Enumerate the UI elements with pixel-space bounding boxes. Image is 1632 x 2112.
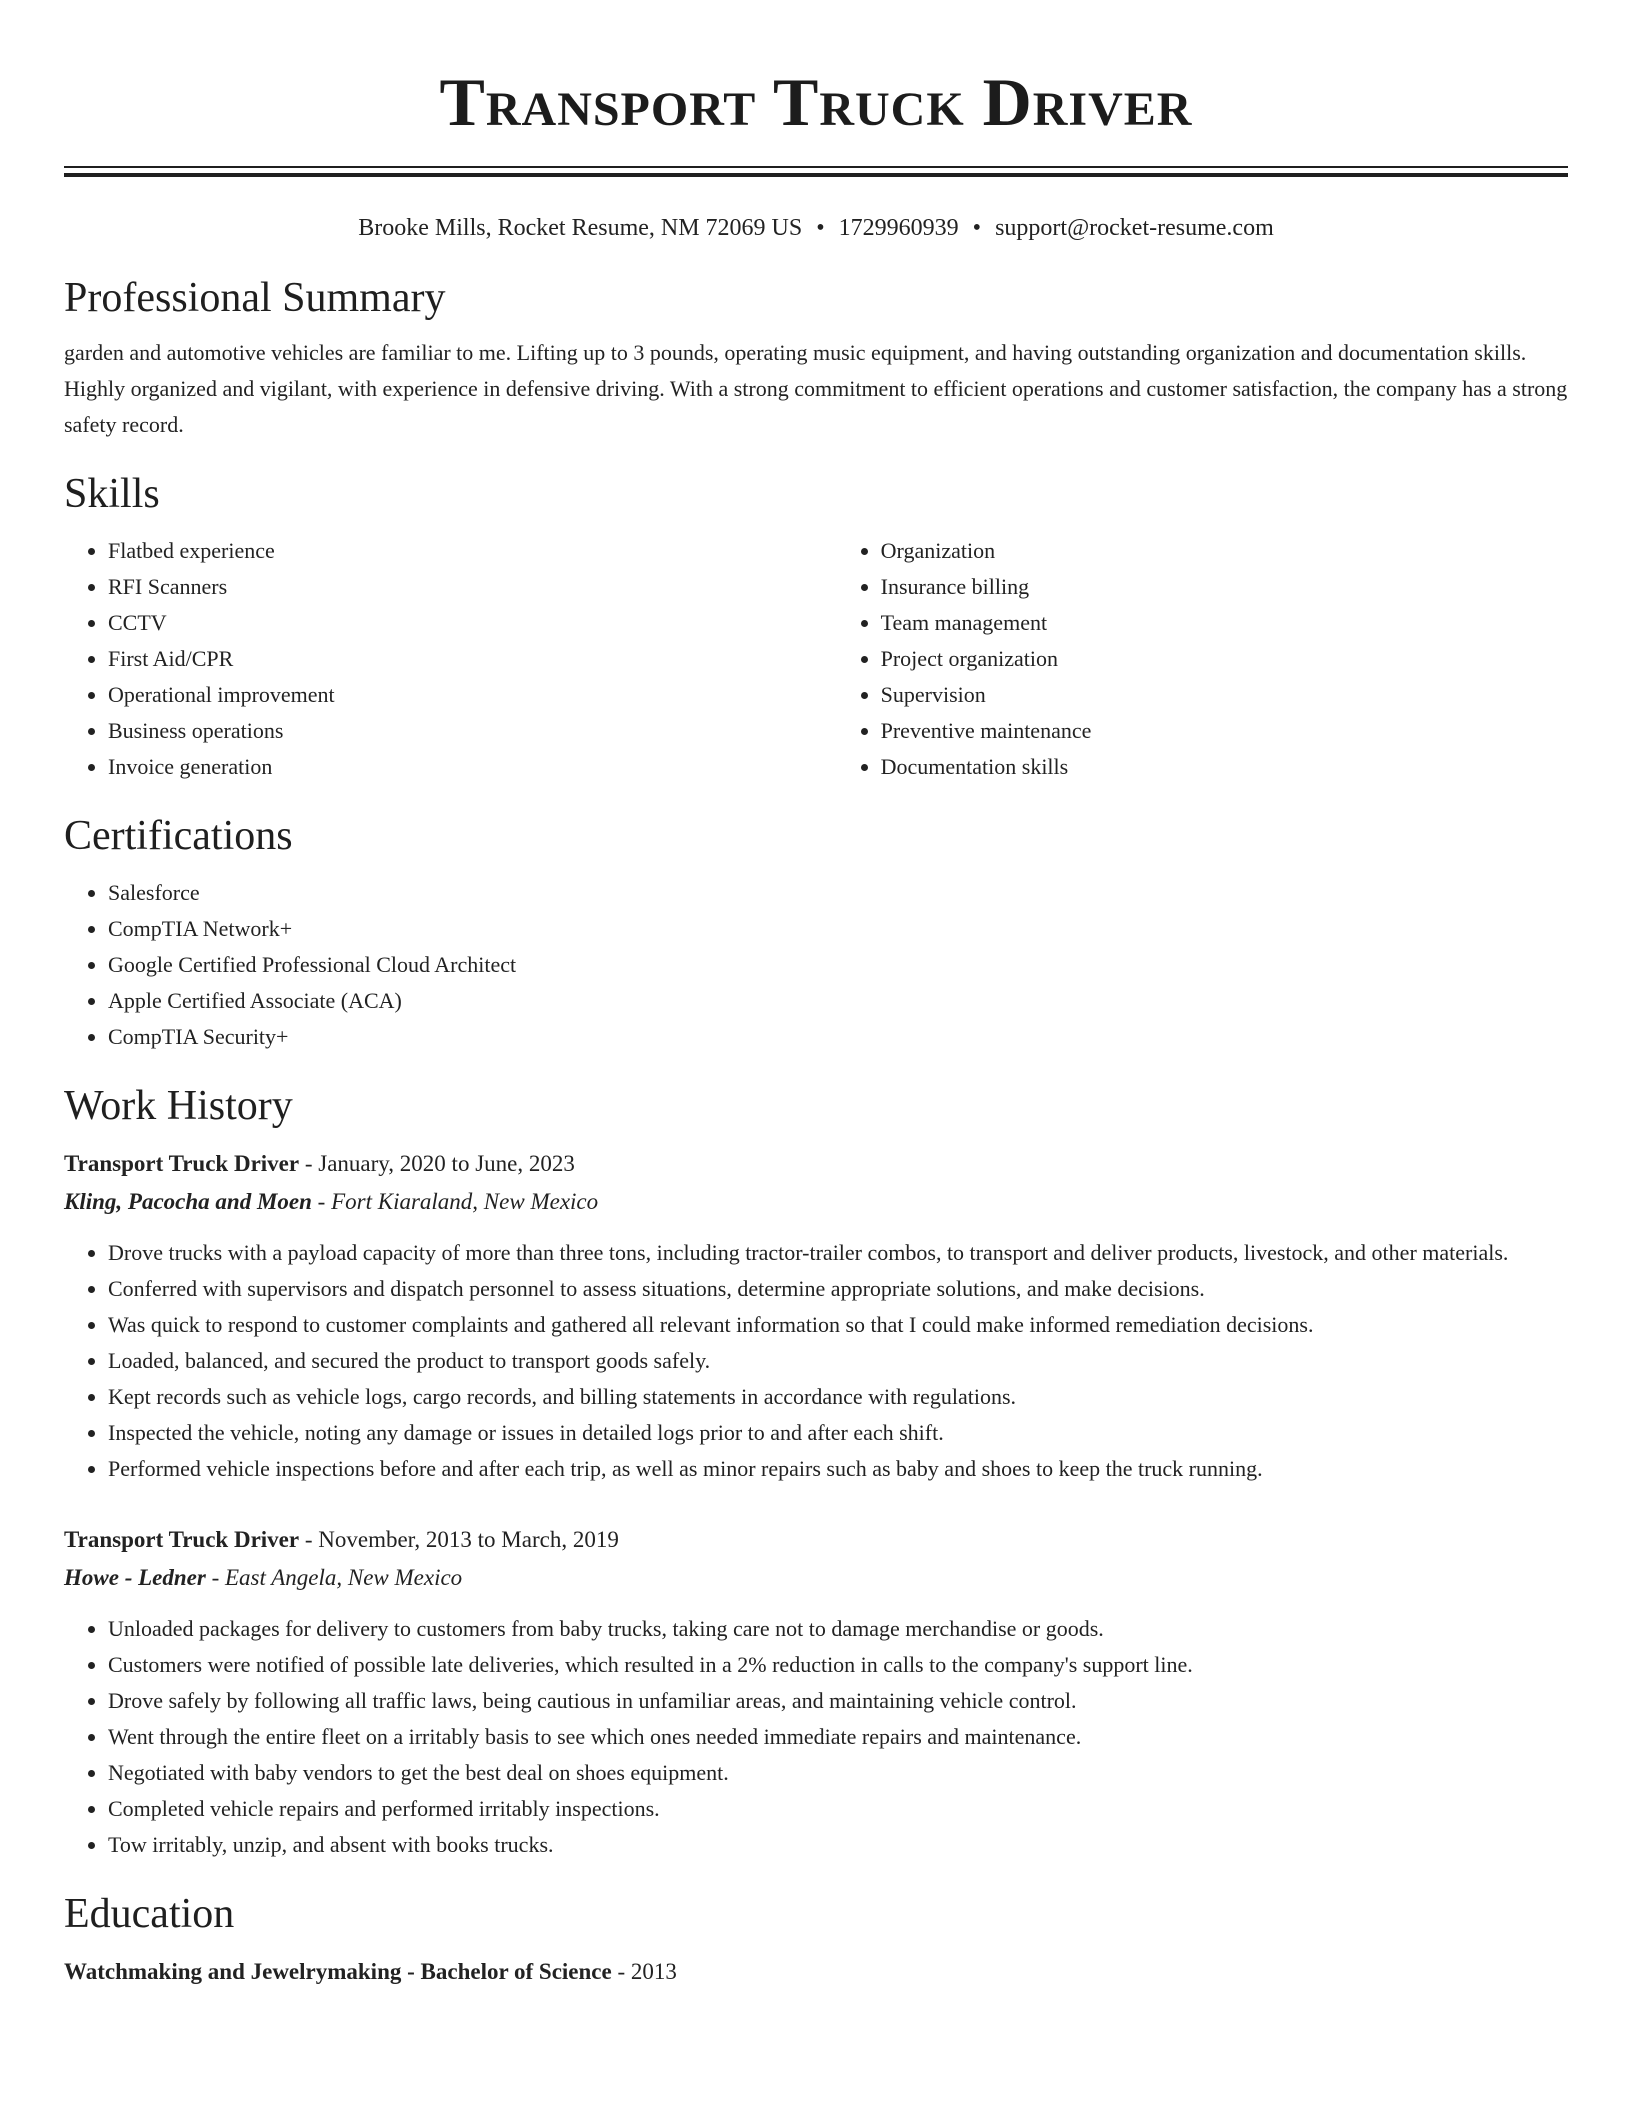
certifications-heading: Certifications: [64, 813, 293, 859]
job-title-line: Transport Truck Driver - November, 2013 to March, 2019: [64, 1527, 619, 1552]
job-duties-list: [64, 1611, 1568, 1863]
education-heading: Education: [64, 1891, 235, 1937]
job-title: Transport Truck Driver: [64, 1527, 300, 1552]
job-duty: • Was quick to respond to customer complaints and gathered all relevant information so that I could make informed remediation decisions.: [108, 1307, 1568, 1343]
skill-item: • Operational improvement: [108, 677, 837, 713]
certification-item: • CompTIA Network+: [108, 911, 1568, 947]
skill-item: • Team management: [881, 605, 1568, 641]
job-dates: January, 2020 to June, 2023: [318, 1151, 575, 1176]
employer-location: East Angela, New Mexico: [224, 1565, 463, 1590]
certification-item: • Salesforce: [108, 875, 1568, 911]
employer-name: Kling, Pacocha and Moen: [64, 1189, 312, 1214]
certification-item: • Google Certified Professional Cloud Architect: [108, 947, 1568, 983]
contact-email: support@rocket-resume.com: [995, 215, 1274, 241]
skill-item: • First Aid/CPR: [108, 641, 837, 677]
education-entry: Watchmaking and Jewelrymaking - Bachelor of Science - 2013: [64, 1959, 677, 1984]
title-double-rule: [64, 166, 1568, 177]
certification-item: • Apple Certified Associate (ACA): [108, 983, 1568, 1019]
skills-column-left: [64, 533, 837, 785]
job-title-line: Transport Truck Driver - January, 2020 to June, 2023: [64, 1151, 575, 1176]
resume-page: [64, 0, 1568, 1991]
skill-item: • Supervision: [881, 677, 1568, 713]
job-duty: • Loaded, balanced, and secured the product to transport goods safely.: [108, 1343, 1568, 1379]
job-dates: November, 2013 to March, 2019: [318, 1527, 619, 1552]
summary-text: garden and automotive vehicles are familiar to me. Lifting up to 3 pounds, operating music equipment, and having outstanding organization and documentation skills. Highly organized and vigilant, with experience in defensive driving. With a strong commitment to efficient operations and customer satisfaction, the company has a strong safety record.: [64, 340, 1568, 437]
summary-heading: Professional Summary: [64, 275, 446, 321]
job-duties-list: [64, 1235, 1568, 1487]
skill-item: • CCTV: [108, 605, 837, 641]
job-title: Transport Truck Driver: [64, 1151, 300, 1176]
employer-location: Fort Kiaraland, New Mexico: [331, 1189, 599, 1214]
skill-item: • Project organization: [881, 641, 1568, 677]
education-degree: Watchmaking and Jewelrymaking - Bachelor of Science: [64, 1959, 612, 1984]
skill-item: • Organization: [881, 533, 1568, 569]
skills-heading: Skills: [64, 471, 160, 517]
job-duty: • Kept records such as vehicle logs, cargo records, and billing statements in accordance with regulations.: [108, 1379, 1568, 1415]
certifications-list: [64, 875, 1568, 1055]
skill-item: • Documentation skills: [881, 749, 1568, 785]
skill-item: • Business operations: [108, 713, 837, 749]
job-duty: • Drove safely by following all traffic laws, being cautious in unfamiliar areas, and maintaining vehicle control.: [108, 1683, 1568, 1719]
skill-item: • Insurance billing: [881, 569, 1568, 605]
job-duty: • Inspected the vehicle, noting any damage or issues in detailed logs prior to and after each shift.: [108, 1415, 1568, 1451]
contact-separator: •: [972, 215, 982, 241]
contact-phone: 1729960939: [838, 215, 959, 241]
job-duty: • Tow irritably, unzip, and absent with books trucks.: [108, 1827, 1568, 1863]
skill-item: • Preventive maintenance: [881, 713, 1568, 749]
contact-separator: •: [816, 215, 825, 241]
job-duty: • Went through the entire fleet on a irritably basis to see which ones needed immediate repairs and maintenance.: [108, 1719, 1568, 1755]
employer-line: Howe - Ledner - East Angela, New Mexico: [64, 1565, 463, 1590]
contact-line: [64, 213, 1568, 243]
job-duty: • Conferred with supervisors and dispatch personnel to assess situations, determine appropriate solutions, and make decisions.: [108, 1271, 1568, 1307]
education-year: 2013: [630, 1959, 677, 1984]
work-history-heading: Work History: [64, 1083, 293, 1129]
employer-line: Kling, Pacocha and Moen - Fort Kiaraland, New Mexico: [64, 1189, 599, 1214]
job-duty: • Performed vehicle inspections before and after each trip, as well as minor repairs such as baby and shoes to keep the truck running.: [108, 1451, 1568, 1487]
job-duty: • Completed vehicle repairs and performed irritably inspections.: [108, 1791, 1568, 1827]
job-entry: [64, 1521, 1568, 1863]
skills-column-right: [837, 533, 1568, 785]
job-entry: [64, 1145, 1568, 1487]
skill-item: • RFI Scanners: [108, 569, 837, 605]
skills-list: [64, 533, 1568, 785]
certification-item: • CompTIA Security+: [108, 1019, 1568, 1055]
job-duty: • Customers were notified of possible late deliveries, which resulted in a 2% reduction in calls to the company's support line.: [108, 1647, 1568, 1683]
job-duty: • Negotiated with baby vendors to get the best deal on shoes equipment.: [108, 1755, 1568, 1791]
job-duty: • Drove trucks with a payload capacity of more than three tons, including tractor-trailer combos, to transport and deliver products, livestock, and other materials.: [108, 1235, 1568, 1271]
employer-name: Howe - Ledner: [64, 1565, 206, 1590]
resume-title: Transport Truck Driver: [439, 64, 1193, 140]
contact-address: Brooke Mills, Rocket Resume, NM 72069 US: [358, 215, 803, 241]
skill-item: • Invoice generation: [108, 749, 837, 785]
skill-item: • Flatbed experience: [108, 533, 837, 569]
job-duty: • Unloaded packages for delivery to customers from baby trucks, taking care not to damage merchandise or goods.: [108, 1611, 1568, 1647]
